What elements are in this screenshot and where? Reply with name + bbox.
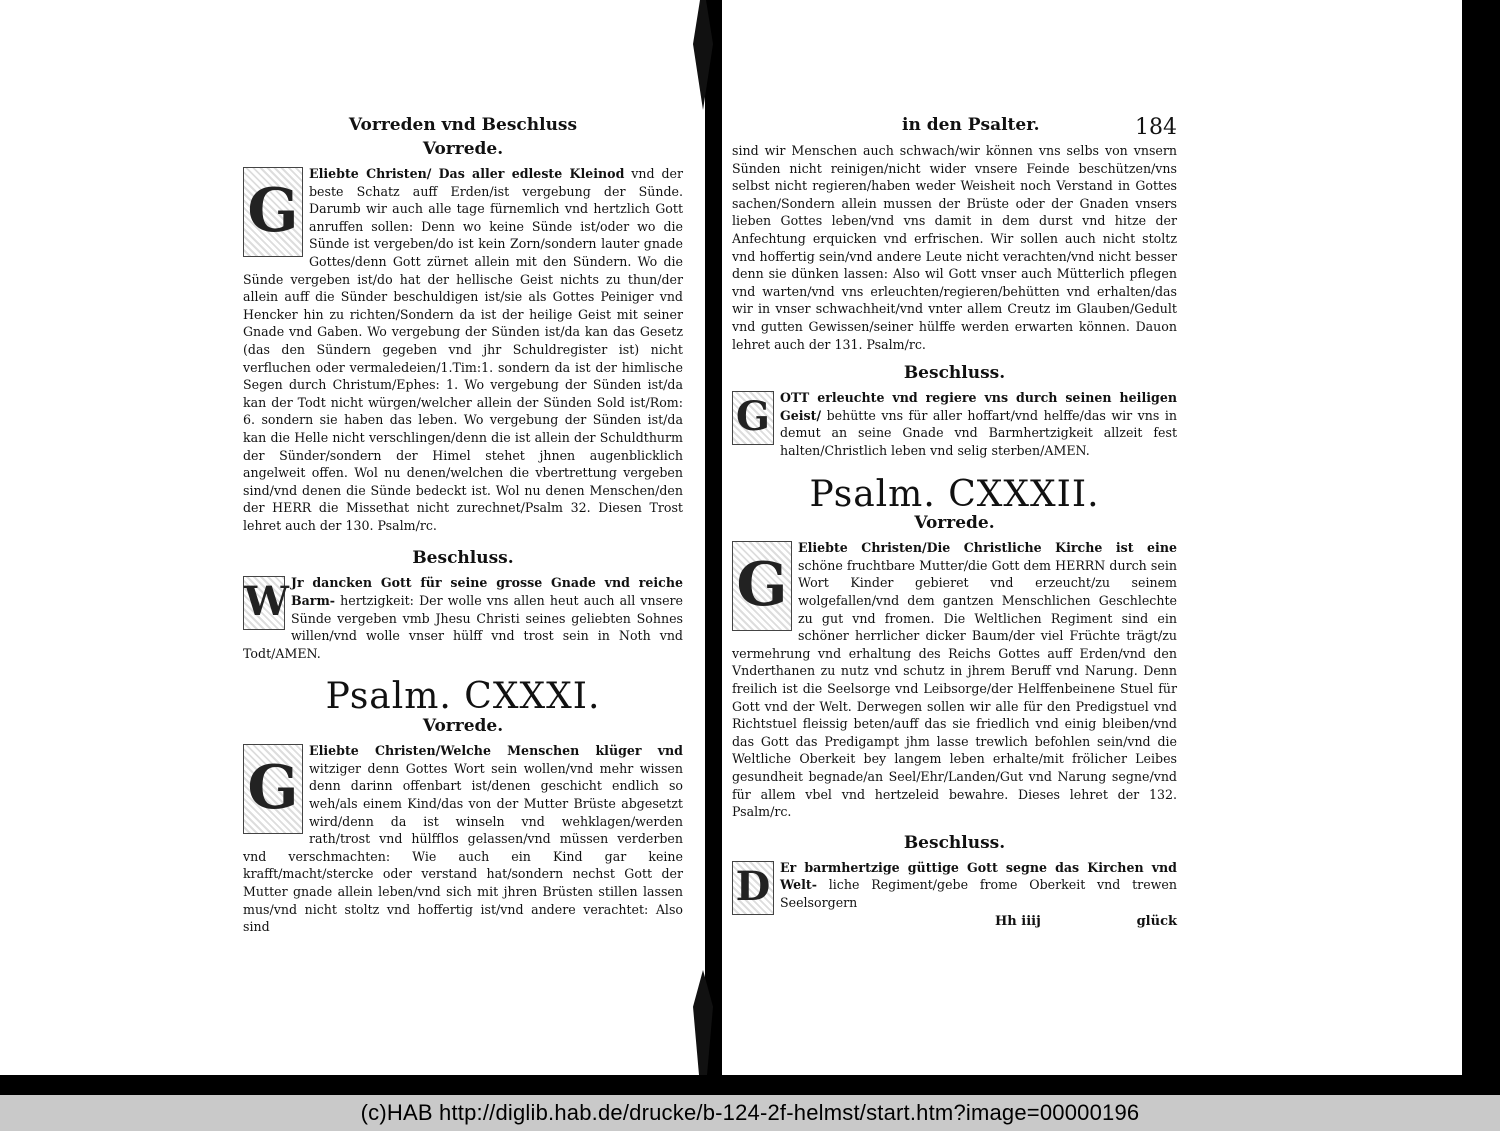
decorated-initial: W	[243, 576, 285, 630]
scan-border-right	[1462, 0, 1500, 1075]
paragraph-lead: Er barmhertzige güttige Gott segne das Kirchen vnd Welt-	[780, 859, 1177, 893]
catchword: glück	[1136, 913, 1177, 929]
copyright-footer: (c)HAB http://diglib.hab.de/drucke/b-124-2f-helmst/start.htm?image=00000196	[0, 1095, 1500, 1131]
section-heading: Beschluss.	[412, 548, 514, 569]
paragraph-lead: Eliebte Christen/Welche Menschen klüger vnd	[309, 743, 683, 759]
paragraph	[243, 742, 683, 936]
signature-mark: Hh iiij	[995, 913, 1041, 929]
paragraph-lead: Eliebte Christen/ Das aller edleste Kleinod	[309, 166, 625, 181]
paragraph-text: behütte vns für aller hoffart/vnd helffe/das wir vns in demut an seine Gnade vnd Barmhertzigkeit allzeit fest halten/Christlich leben vnd selig sterben/AMEN.	[780, 407, 1177, 458]
decorated-initial: G	[732, 541, 792, 631]
section-heading: Beschluss.	[903, 832, 1006, 853]
section-heading: Vorrede.	[422, 139, 504, 159]
paragraph-lead: Jr dancken Gott für seine grosse Gnade vnd reiche Barm-	[291, 575, 683, 609]
paragraph-text: vnd der beste Schatz auff Erden/ist vergebung der Sünde. Darumb wir auch alle tage fürnemlich vnd hertzlich Gott anruffen sollen: Denn wo keine Sünde ist/oder wo die Sünde ist vergeben/do ist kein Zorn/sondern lauter gnade Gottes/denn Gott zürnet allein mit den Sündern. Wo die Sünde vergeben ist/do hat der hellische Geist nichts zu thun/der allein auff die Sünder beschuldigen ist/sie als Gottes Peiniger vnd Hencker hin zu richten/Sondern da ist der heilige Geist mit seiner Gnade vnd Gaben. Wo vergebung der Sünden ist/da kan das Gesetz (das den Sündern gegeben vnd jhr Schuldregister ist) nicht verfluchen oder vermaledeien/1.Tim:1. sondern da ist der himlische Segen durch Christum/Ephes: 1. Wo vergebung der Sünden ist/da kan der Todt nicht würgen/welcher allein der Sünden Sold ist/Rom: 6. sondern sie haben das leben. Wo vergebung der Sünden ist/da kan die Helle nicht verschlingen/denn die ist allein der Schuldthurm der Sünder/sondern der Himel stehet jhnen augenblicklich angelweit offen. Wol nu denen/welchen die vbertrettung vergeben sind/vnd denen die Sünde bedeckt ist. Wol nu denen Menschen/den der HERR die Missethat nicht zurechnet/Psalm 32. Diesen Trost lehret auch der 130. Psalm/rc.	[243, 166, 684, 533]
decorated-initial: G	[732, 391, 774, 445]
paragraph-text: hertzigkeit: Der wolle vns allen heut auch all vnsere Sünde vergeben vmb Jhesu Christi seines geliebten Sohnes willen/vnd wolle vnser hülff vnd trost sein in Noth vnd Todt/AMEN.	[243, 593, 683, 661]
paragraph-text: liche Regiment/gebe frome Oberkeit vnd trewen Seelsorgern	[780, 877, 1177, 910]
psalm-title: Psalm. CXXXII.	[809, 473, 1100, 515]
page-number: 184	[1135, 115, 1177, 140]
right-column	[732, 115, 1177, 929]
decorated-initial: G	[243, 744, 303, 834]
section-heading: Vorrede.	[914, 513, 995, 534]
paragraph	[243, 574, 683, 662]
running-head-left: Vorreden vnd Beschluss	[348, 115, 578, 135]
right-page	[722, 0, 1462, 1075]
running-head-text: in den Psalter.	[902, 115, 1040, 135]
decorated-initial: G	[243, 167, 303, 257]
left-page	[0, 0, 705, 1075]
paragraph-lead: OTT erleuchte vnd regiere vns durch seinen heiligen Geist/	[780, 390, 1177, 423]
paragraph	[243, 165, 683, 534]
section-heading: Beschluss.	[903, 363, 1006, 384]
paragraph: sind wir Menschen auch schwach/wir können vns selbs von vnsern Sünden nicht reinigen/nicht wider vnsere Feinde beschützen/vns selbst nicht regieren/haben weder Weisheit noch Verstand in Gottes sachen/Sondern allein mussen der Brüste oder der Gnaden vnsers lieben Gottes leben/vnd vns damit in dem durst vnd hitze der Anfechtung erquicken vnd erfrischen. Wir sollen auch nicht stoltz vnd hoffertig sein/vnd andere Leute nicht verachten/vnd nicht besser denn sie dünken lassen: Also wil Gott vnser auch Mütterlich pflegen vnd warten/vnd vns erleuchten/regieren/behütten vnd erhalten/das wir in vnser schwachheit/vnd vnter allem Creutz im Glauben/Gedult vnd gutten Gewissen/seiner hülffe werden erwarten können. Dauon lehret auch der 131. Psalm/rc.	[732, 143, 1177, 352]
paragraph-lead: Eliebte Christen/Die Christliche Kirche ist eine	[798, 540, 1177, 556]
paragraph	[732, 389, 1177, 459]
running-head-right	[732, 115, 1177, 140]
paragraph	[732, 859, 1177, 912]
paragraph	[732, 539, 1177, 821]
book-gutter	[705, 0, 722, 1075]
decorated-initial: D	[732, 861, 774, 915]
paragraph-text: witziger denn Gottes Wort sein wollen/vnd mehr wissen denn darinn offenbart ist/denen geschicht endlich so weh/als einem Kind/das von der Mutter Brüste abgesetzt wird/denn da ist winseln vnd wehklagen/werden rath/trost vnd hülfflos gelassen/vnd müssen verderben vnd verschmachten: Wie auch ein Kind gar keine krafft/macht/stercke oder verstand hat/sondern nechst Gott der Mutter gnade allein leben/vnd sich mit jhren Brüsten stillen lassen mus/vnd nicht stoltz vnd hoffertig ist/vnd andere verachtet: Also sind	[243, 760, 683, 935]
scan-border-bottom	[0, 1075, 1500, 1095]
paragraph-text: schöne fruchtbare Mutter/die Gott dem HERRN durch sein Wort Kinder gebieret vnd erzeucht/zu seinem wolgefallen/vnd dem gantzen Menschlichen Geschlechte zu gut vnd fromen. Die Weltlichen Regiment sind ein schöner herrlicher dicker Baum/der viel Früchte trägt/zu vermehrung vnd erhaltung des Reichs Gottes auff Erden/vnd den Vnderthanen zu nutz vnd schutz in jhrem Beruff vnd Narung. Denn freilich ist die Seelsorge vnd Leibsorge/der Helffenbeinene Stuel für Gott vnd der Welt. Derwegen sollen wir alle für den Predigstuel vnd Richtstuel fleissig beten/auff das sie friedlich vnd einig bleiben/vnd das Gott das Predigampt jhm lasse trewlich befohlen sein/vnd die Weltliche Oberkeit bey langem leben erhalte/mit frölicher Leibes gesundheit begnade/an Seel/Ehr/Landen/Gut vnd Narung segne/vnd für allem vbel vnd hertzeleid bewahre. Dieses lehret der 132. Psalm/rc.	[732, 557, 1177, 820]
signature-line	[780, 914, 1177, 929]
left-column	[243, 115, 683, 936]
psalm-title: Psalm. CXXXI.	[325, 676, 601, 718]
section-heading: Vorrede.	[422, 716, 504, 737]
